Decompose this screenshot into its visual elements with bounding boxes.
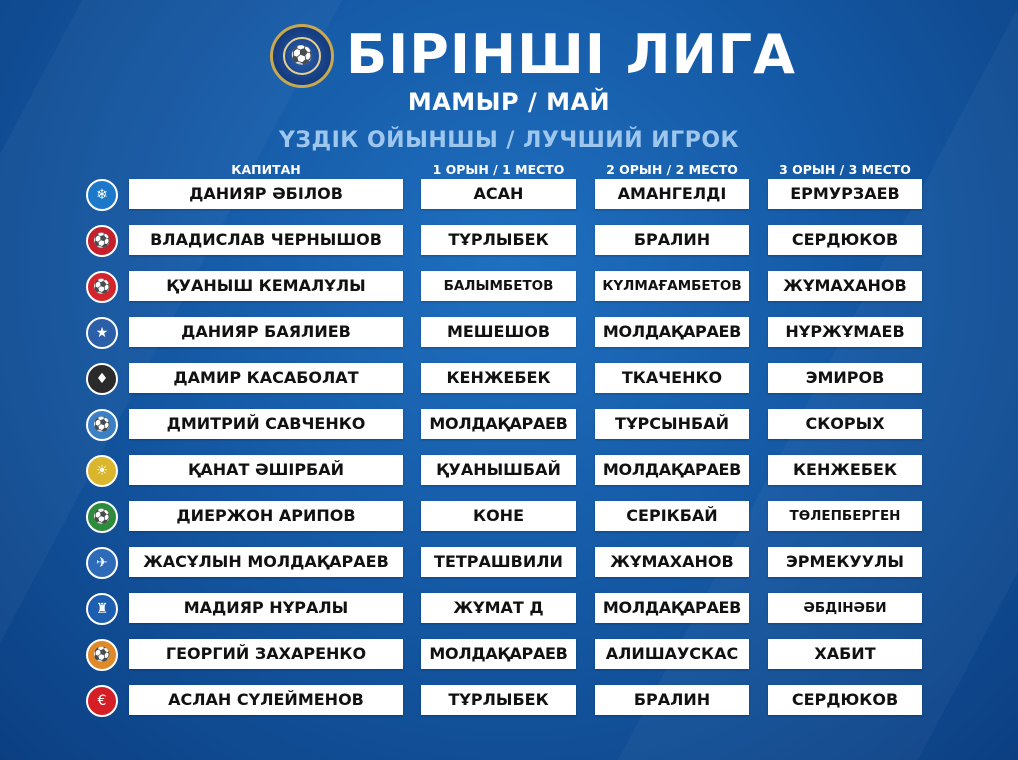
second-place-cell: МОЛДАҚАРАЕВ [595, 317, 749, 347]
captain-name-cell: МАДИЯР НҰРАЛЫ [129, 593, 403, 623]
third-place-cell: ХАБИТ [768, 639, 922, 669]
club-logo-icon: ⚽ [86, 501, 118, 533]
first-place-cell: ҚУАНЫШБАЙ [421, 455, 576, 485]
second-place-cell: АМАНГЕЛДІ [595, 179, 749, 209]
table-row [0, 179, 1018, 211]
table-row [0, 363, 1018, 395]
first-place-cell: МОЛДАҚАРАЕВ [421, 639, 576, 669]
club-logo-icon: ☀ [86, 455, 118, 487]
captain-name-cell: ДМИТРИЙ САВЧЕНКО [129, 409, 403, 439]
captain-name-cell: ДИЕРЖОН АРИПОВ [129, 501, 403, 531]
third-place-cell: ТӨЛЕПБЕРГЕН [768, 501, 922, 531]
first-place-cell: КЕНЖЕБЕК [421, 363, 576, 393]
first-place-cell: ТҰРЛЫБЕК [421, 685, 576, 715]
page-title: БІРІНШІ ЛИГА [346, 23, 796, 86]
captain-name-cell: ДАНИЯР БАЯЛИЕВ [129, 317, 403, 347]
table-row [0, 409, 1018, 441]
month-label: МАМЫР / МАЙ [407, 88, 611, 116]
column-header-second-place: 2 ОРЫН / 2 МЕСТО [606, 162, 738, 177]
club-logo-icon: ♜ [86, 593, 118, 625]
table-row [0, 593, 1018, 625]
captain-name-cell: ЖАСҰЛЫН МОЛДАҚАРАЕВ [129, 547, 403, 577]
first-place-cell: ТЕТРАШВИЛИ [421, 547, 576, 577]
third-place-cell: ЕРМУРЗАЕВ [768, 179, 922, 209]
third-place-cell: СЕРДЮКОВ [768, 225, 922, 255]
column-header-captain: КАПИТАН [231, 162, 301, 177]
table-row [0, 501, 1018, 533]
table-row [0, 225, 1018, 257]
club-logo-icon: ✈ [86, 547, 118, 579]
third-place-cell: ЭМИРОВ [768, 363, 922, 393]
club-logo-icon: ♦ [86, 363, 118, 395]
first-place-cell: ЖҰМАТ Д [421, 593, 576, 623]
third-place-cell: ЭРМЕКУУЛЫ [768, 547, 922, 577]
captain-name-cell: ҚАНАТ ӘШІРБАЙ [129, 455, 403, 485]
captain-name-cell: ҚУАНЫШ КЕМАЛҰЛЫ [129, 271, 403, 301]
ball-icon: ⚽ [283, 37, 321, 75]
third-place-cell: ӘБДІНӘБИ [768, 593, 922, 623]
captain-name-cell: ДАМИР КАСАБОЛАТ [129, 363, 403, 393]
second-place-cell: БРАЛИН [595, 225, 749, 255]
second-place-cell: ТҰРСЫНБАЙ [595, 409, 749, 439]
table-row [0, 685, 1018, 717]
club-logo-icon: ❄ [86, 179, 118, 211]
club-logo-icon: ★ [86, 317, 118, 349]
header [0, 22, 1018, 92]
subtitle: ҮЗДІК ОЙЫНШЫ / ЛУЧШИЙ ИГРОК [278, 128, 740, 153]
table-row [0, 455, 1018, 487]
second-place-cell: АЛИШАУСКАС [595, 639, 749, 669]
third-place-cell: СКОРЫХ [768, 409, 922, 439]
club-logo-icon: ⚽ [86, 409, 118, 441]
club-logo-icon: ⚽ [86, 271, 118, 303]
first-place-cell: АСАН [421, 179, 576, 209]
table-row [0, 271, 1018, 303]
second-place-cell: МОЛДАҚАРАЕВ [595, 593, 749, 623]
first-place-cell: КОНЕ [421, 501, 576, 531]
third-place-cell: КЕНЖЕБЕК [768, 455, 922, 485]
club-logo-icon: € [86, 685, 118, 717]
table-row [0, 317, 1018, 349]
third-place-cell: НҰРЖҰМАЕВ [768, 317, 922, 347]
second-place-cell: МОЛДАҚАРАЕВ [595, 455, 749, 485]
club-logo-icon: ⚽ [86, 225, 118, 257]
table-row [0, 639, 1018, 671]
column-header-third-place: 3 ОРЫН / 3 МЕСТО [779, 162, 911, 177]
first-place-cell: ТҰРЛЫБЕК [421, 225, 576, 255]
second-place-cell: СЕРІКБАЙ [595, 501, 749, 531]
third-place-cell: ЖҰМАХАНОВ [768, 271, 922, 301]
league-emblem-icon [270, 24, 334, 88]
table-row [0, 547, 1018, 579]
captain-name-cell: ВЛАДИСЛАВ ЧЕРНЫШОВ [129, 225, 403, 255]
captain-name-cell: АСЛАН СҮЛЕЙМЕНОВ [129, 685, 403, 715]
second-place-cell: БРАЛИН [595, 685, 749, 715]
second-place-cell: КҮЛМАҒАМБЕТОВ [595, 271, 749, 301]
captain-name-cell: ГЕОРГИЙ ЗАХАРЕНКО [129, 639, 403, 669]
second-place-cell: ЖҰМАХАНОВ [595, 547, 749, 577]
second-place-cell: ТКАЧЕНКО [595, 363, 749, 393]
club-logo-icon: ⚽ [86, 639, 118, 671]
first-place-cell: МЕШЕШОВ [421, 317, 576, 347]
captain-name-cell: ДАНИЯР ӘБІЛОВ [129, 179, 403, 209]
first-place-cell: МОЛДАҚАРАЕВ [421, 409, 576, 439]
column-header-first-place: 1 ОРЫН / 1 МЕСТО [432, 162, 565, 177]
first-place-cell: БАЛЫМБЕТОВ [421, 271, 576, 301]
third-place-cell: СЕРДЮКОВ [768, 685, 922, 715]
